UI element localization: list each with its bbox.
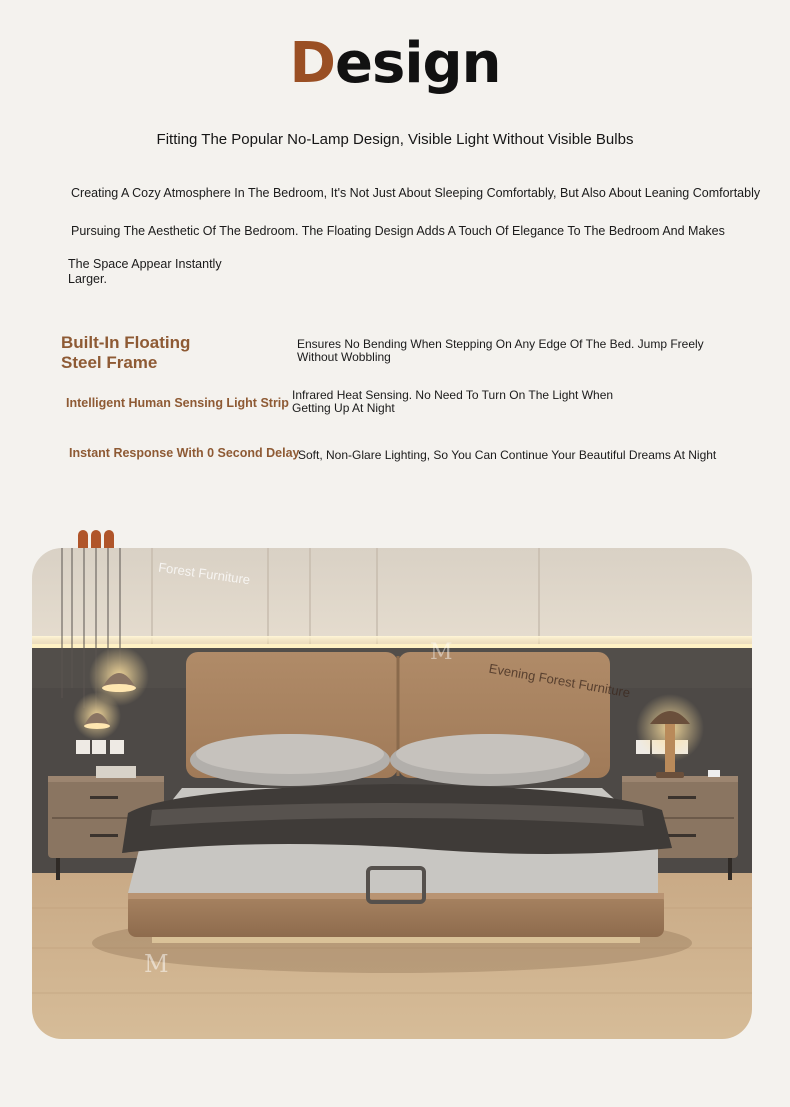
subtitle: Fitting The Popular No-Lamp Design, Visible Light Without Visible Bulbs xyxy=(156,131,634,148)
bedroom-photo xyxy=(32,548,752,1039)
watermark-logo-top: M xyxy=(430,640,453,665)
feature-desc-light-strip: Infrared Heat Sensing. No Need To Turn On The Light When Getting Up At Night xyxy=(292,388,614,415)
feature-title-light-strip: Intelligent Human Sensing Light Strip xyxy=(66,396,289,410)
title-rest: esign xyxy=(335,31,501,96)
title-initial: D xyxy=(289,31,335,96)
feature-title-steel-frame: Built-In Floating Steel Frame xyxy=(61,333,191,372)
intro-line-3: The Space Appear Instantly Larger. xyxy=(68,257,222,286)
feature-title-instant-response: Instant Response With 0 Second Delay xyxy=(69,446,300,460)
intro-line-2: Pursuing The Aesthetic Of The Bedroom. The Floating Design Adds A Touch Of Elegance To The Bedroom And Makes xyxy=(71,224,725,238)
watermark-evening-forest: Evening Forest Furniture xyxy=(487,660,632,701)
page-title xyxy=(0,26,790,102)
feature-desc-instant-response: Soft, Non-Glare Lighting, So You Can Continue Your Beautiful Dreams At Night xyxy=(298,448,717,462)
watermark-forest-furniture: Forest Furniture xyxy=(157,559,252,588)
intro-line-1: Creating A Cozy Atmosphere In The Bedroom, It's Not Just About Sleeping Comfortably, But Also About Leaning Comfortably xyxy=(71,186,761,200)
watermark-logo-bottom: M xyxy=(144,950,169,978)
bedroom-illustration xyxy=(32,548,752,1039)
feature-desc-steel-frame: Ensures No Bending When Stepping On Any Edge Of The Bed. Jump Freely Without Wobbling xyxy=(297,337,704,364)
